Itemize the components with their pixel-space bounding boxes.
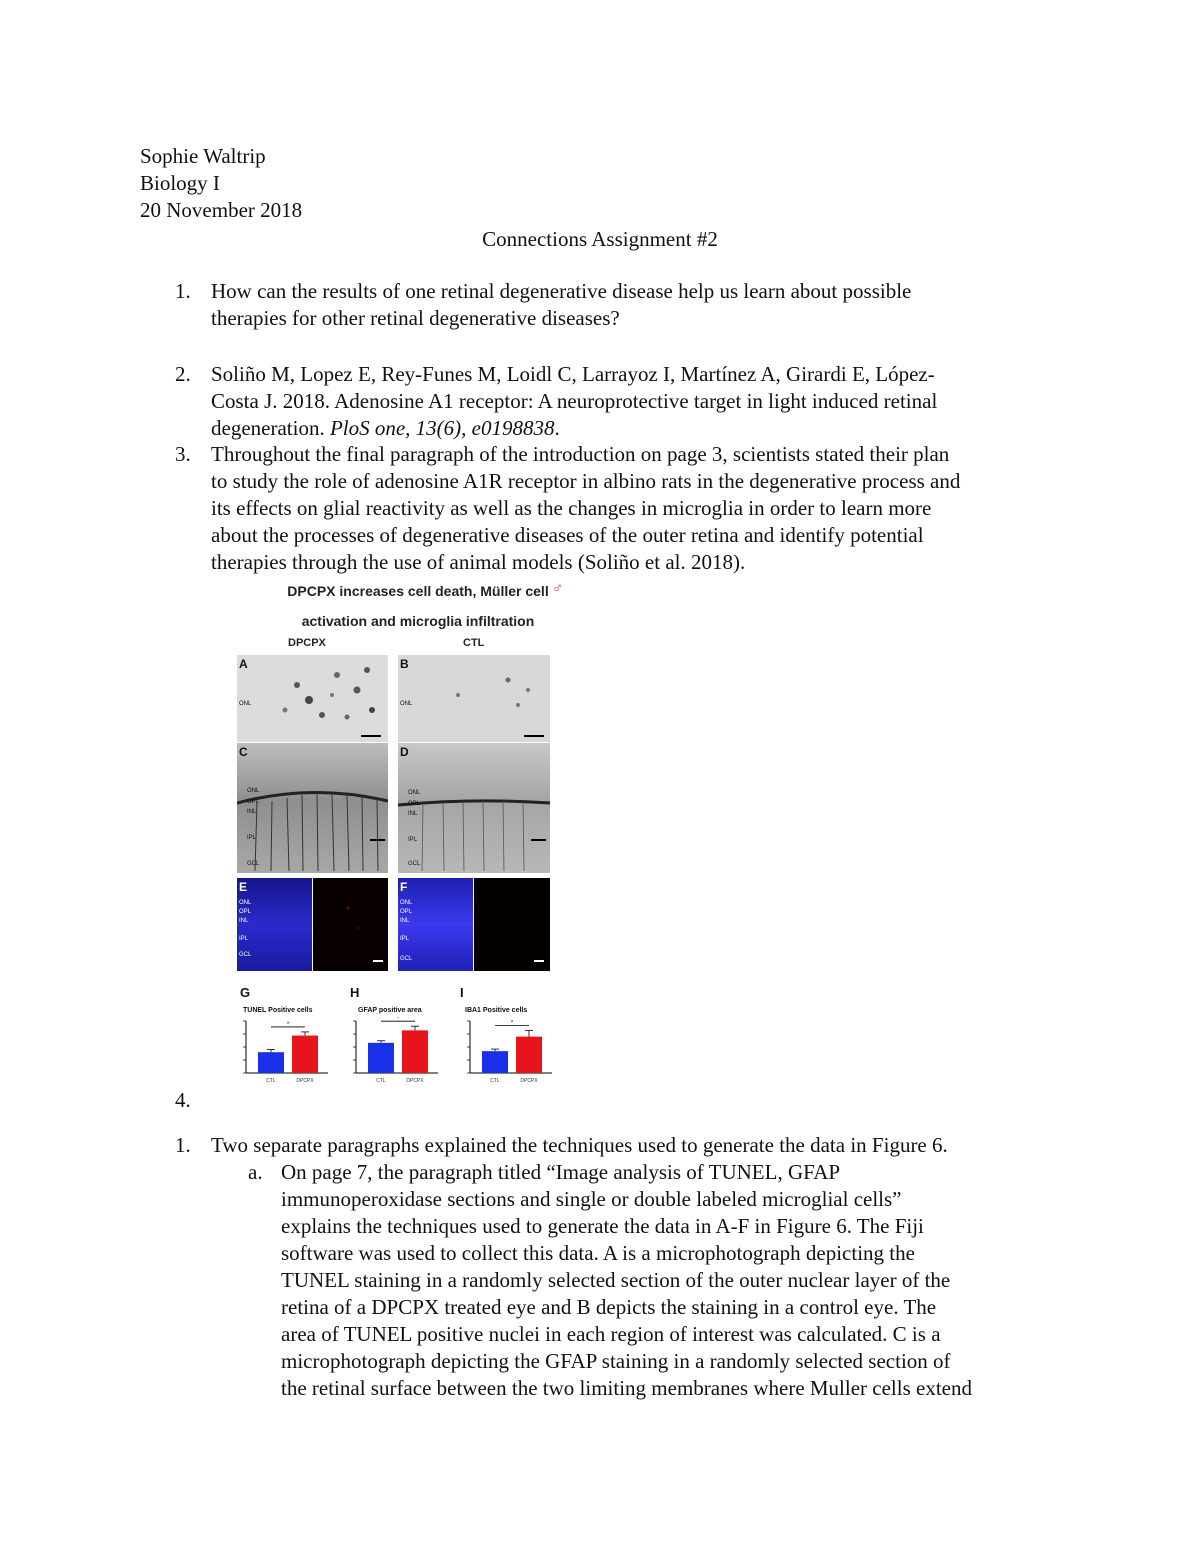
bar-dpcpx — [402, 1030, 428, 1073]
significance-star: * — [396, 1017, 400, 1023]
x-tick-label: CTL — [376, 1078, 386, 1084]
text-line: its effects on glial reactivity as well as the changes in microglia in order to learn more — [211, 496, 932, 520]
micrograph-panel-c — [237, 743, 388, 873]
text-line: retina of a DPCPX treated eye and B depicts the staining in a control eye. The — [281, 1295, 937, 1319]
text-line: therapies through the use of animal models (Soliño et al. 2018). — [211, 550, 746, 574]
panel-label-f: F — [400, 880, 408, 894]
tunel-dots-a — [237, 655, 388, 742]
chart-letter-i: I — [460, 985, 464, 1000]
sub-item-text — [281, 1159, 1071, 1402]
layer-label-inl: INL — [400, 918, 410, 924]
layer-label-onl: ONL — [400, 900, 413, 906]
figure-6 — [230, 580, 575, 1090]
layer-label-opl: OPL — [400, 909, 413, 915]
text-line: the retinal surface between the two limiting membranes where Muller cells extend — [281, 1376, 973, 1400]
layer-label-onl: ONL — [239, 701, 252, 707]
citation-end: . — [554, 416, 560, 440]
text-line: therapies for other retinal degenerative diseases? — [211, 306, 620, 330]
scale-bar — [531, 839, 546, 841]
x-tick-label: DPCPX — [520, 1078, 538, 1084]
item-number: 4. — [175, 1088, 191, 1112]
x-tick-label: CTL — [266, 1078, 276, 1084]
layer-label-onl: ONL — [247, 788, 260, 794]
scale-bar — [370, 839, 385, 841]
text-line: area of TUNEL positive nuclei in each region of interest was calculated. C is a — [281, 1322, 941, 1346]
text-line: immunoperoxidase sections and single or double labeled microglial cells” — [281, 1187, 902, 1211]
course-name: Biology I — [140, 171, 220, 195]
iba1-signal-e — [313, 878, 388, 971]
layer-label-inl: INL — [408, 811, 418, 817]
significance-star: * — [510, 1020, 514, 1027]
x-tick-label: CTL — [490, 1078, 500, 1084]
text-line: software was used to collect this data. A is a microphotograph depicting the — [281, 1241, 915, 1265]
item-number: 3. — [175, 442, 191, 466]
micrograph-panel-b — [398, 655, 550, 742]
bar-ctl — [482, 1051, 508, 1073]
muller-cells-d — [398, 743, 550, 873]
scale-bar — [373, 960, 383, 962]
bar-chart-i — [456, 1017, 556, 1087]
layer-label-onl: ONL — [408, 790, 421, 796]
chart-title-g: TUNEL Positive cells — [243, 1007, 313, 1014]
layer-label-gcl: GCL — [239, 952, 252, 958]
layer-label-inl: INL — [239, 918, 249, 924]
item-number: 1. — [175, 1133, 191, 1157]
layer-label-gcl: GCL — [400, 956, 413, 962]
muller-cells-c — [237, 743, 388, 873]
layer-label-inl: INL — [247, 809, 257, 815]
chart-title-h: GFAP positive area — [358, 1007, 422, 1014]
citation-text — [211, 361, 1061, 442]
layer-label-opl: OPL — [247, 799, 260, 805]
item-number: 2. — [175, 362, 191, 386]
text-line: How can the results of one retinal degenerative disease help us learn about possible — [211, 279, 912, 303]
text-line: Throughout the final paragraph of the introduction on page 3, scientists stated their plan — [211, 442, 950, 466]
bar-dpcpx — [516, 1037, 542, 1073]
scale-bar — [524, 735, 544, 737]
micrograph-panel-d — [398, 743, 550, 873]
layer-label-gcl: GCL — [247, 861, 260, 867]
layer-label-onl: ONL — [239, 900, 252, 906]
item-number: 1. — [175, 279, 191, 303]
layer-label-opl: OPL — [408, 801, 421, 807]
figure-title-line1: DPCPX increases cell death, Müller cell — [287, 583, 549, 599]
layer-label-ipl: IPL — [239, 936, 249, 942]
text-line: Costa J. 2018. Adenosine A1 receptor: A neuroprotective target in light induced retinal — [211, 389, 938, 413]
text-line: about the processes of degenerative diseases of the outer retina and identify potential — [211, 523, 924, 547]
document-date: 20 November 2018 — [140, 198, 303, 222]
chart-title-i: IBA1 Positive cells — [465, 1007, 528, 1014]
bar-dpcpx — [292, 1036, 318, 1073]
scale-bar — [534, 960, 544, 962]
column-label-dpcpx: DPCPX — [288, 637, 326, 649]
scale-bar — [361, 735, 381, 737]
x-tick-label: DPCPX — [406, 1078, 424, 1084]
text-line: to study the role of adenosine A1R receptor in albino rats in the degenerative process and — [211, 469, 961, 493]
layer-label-ipl: IPL — [408, 837, 418, 843]
tunel-dots-b — [398, 655, 550, 742]
text-line: Soliño M, Lopez E, Rey-Funes M, Loidl C, Larrayoz I, Martínez A, Girardi E, López- — [211, 362, 935, 386]
male-symbol-icon: ♂ — [552, 580, 564, 597]
panel-label-c: C — [239, 745, 248, 759]
fluorescence-panel-f-red — [474, 878, 550, 971]
text-line: On page 7, the paragraph titled “Image analysis of TUNEL, GFAP — [281, 1160, 841, 1184]
layer-label-opl: OPL — [239, 909, 252, 915]
figure-title-line2: activation and microglia infiltration — [301, 613, 535, 629]
x-tick-label: DPCPX — [296, 1078, 314, 1084]
layer-label-gcl: GCL — [408, 861, 421, 867]
chart-letter-g: G — [240, 985, 251, 1000]
layer-label-ipl: IPL — [247, 835, 257, 841]
text-line: Two separate paragraphs explained the techniques used to generate the data in Figure 6. — [211, 1133, 948, 1157]
sub-item-letter: a. — [248, 1160, 263, 1184]
bar-ctl — [258, 1052, 284, 1073]
significance-star: * — [286, 1021, 290, 1028]
citation-plain: degeneration. — [211, 416, 330, 440]
item-text — [211, 278, 1061, 332]
fluorescence-panel-e-blue — [237, 878, 312, 971]
text-line: TUNEL staining in a randomly selected section of the outer nuclear layer of the — [281, 1268, 951, 1292]
bar-ctl — [368, 1043, 394, 1073]
column-label-ctl: CTL — [463, 637, 485, 649]
fluorescence-panel-f-blue — [398, 878, 473, 971]
text-line — [211, 415, 1061, 442]
document-title: Connections Assignment #2 — [482, 227, 718, 251]
citation-journal: PloS one, 13(6), e0198838 — [329, 416, 555, 440]
layer-label-onl: ONL — [400, 701, 413, 707]
chart-letter-h: H — [350, 985, 360, 1000]
item-text — [211, 441, 1061, 576]
fluorescence-panel-e-red — [313, 878, 388, 971]
bar-chart-h — [342, 1017, 442, 1087]
layer-label-ipl: IPL — [400, 936, 410, 942]
panel-label-a: A — [239, 657, 248, 671]
panel-label-e: E — [239, 880, 248, 894]
author-name: Sophie Waltrip — [140, 144, 266, 168]
panel-label-d: D — [400, 745, 409, 759]
text-line: microphotograph depicting the GFAP staining in a randomly selected section of — [281, 1349, 951, 1373]
item-text — [211, 1132, 1061, 1159]
panel-label-b: B — [400, 657, 409, 671]
micrograph-panel-a — [237, 655, 388, 742]
text-line: explains the techniques used to generate the data in A-F in Figure 6. The Fiji — [281, 1214, 924, 1238]
bar-chart-g — [232, 1017, 332, 1087]
